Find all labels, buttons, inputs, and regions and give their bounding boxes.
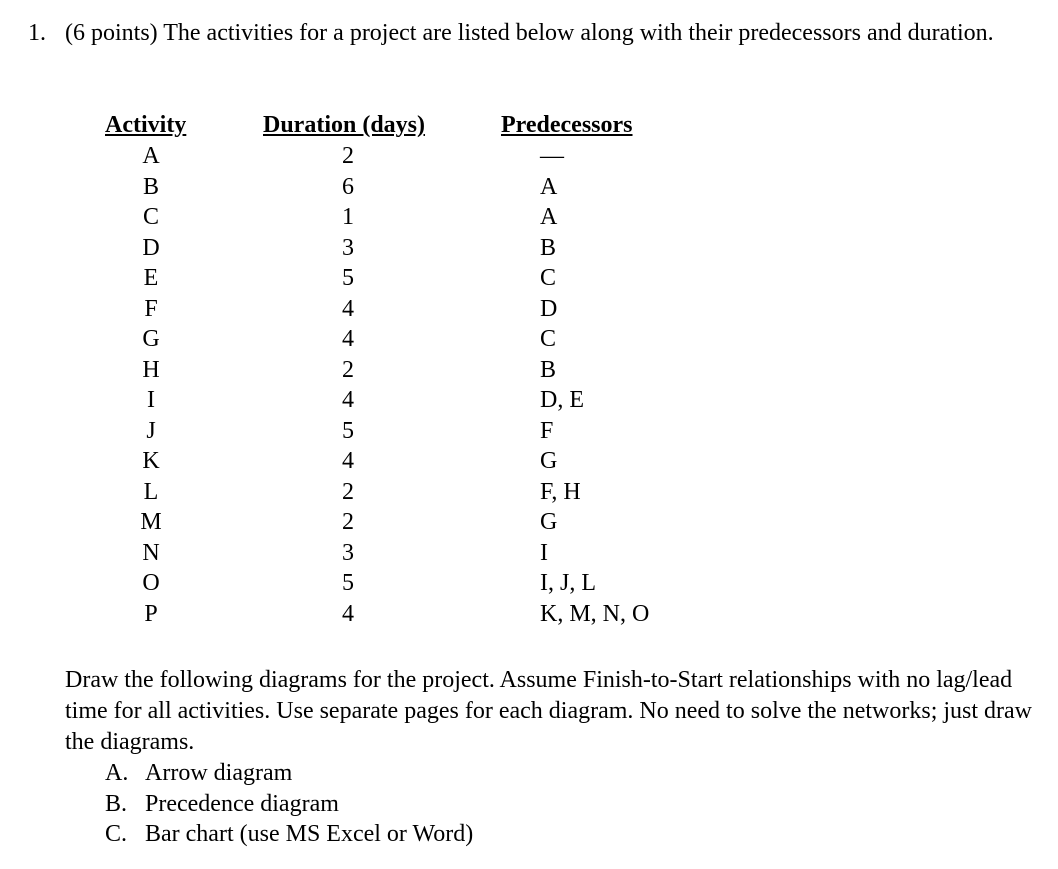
table-row [0,446,1058,477]
activity-cell: L [143,478,159,505]
table-row [0,294,1058,325]
predecessors-column-header: Predecessors [501,112,633,138]
predecessors-cell: I, J, L [540,570,596,596]
table-row [0,507,1058,538]
question-text: (6 points) The activities for a project are listed below along with their predecessors and duration. [65,20,994,46]
option-letter: C. [105,821,128,847]
predecessors-cell: F [540,417,554,444]
activity-cell: O [142,570,160,596]
duration-cell: 5 [342,417,354,444]
diagram-option [105,758,805,789]
activity-cell: K [142,448,160,474]
duration-cell: 3 [342,234,354,261]
table-row [0,385,1058,416]
table-row [0,538,1058,569]
predecessors-cell: C [540,265,557,291]
option-letter: B. [105,790,128,817]
table-row [0,172,1058,203]
activity-cell: P [144,600,158,627]
table-row [0,477,1058,508]
predecessors-cell: B [540,356,557,383]
activity-cell: C [142,204,159,230]
duration-cell: 4 [342,448,354,474]
table-row [0,599,1058,630]
predecessors-cell: B [540,234,557,261]
question-number: 1. [28,20,46,46]
predecessors-cell: D, E [540,387,584,413]
predecessors-cell: A [540,173,558,200]
option-text: Bar chart (use MS Excel or Word) [145,821,474,847]
duration-cell: 4 [342,387,354,413]
duration-cell: 4 [342,295,354,322]
instructions-text: Draw the following diagrams for the project. Assume Finish-to-Start relationships with no lag/lead time for all activities. Use separate pages for each diagram. No need to solve the networks; just draw the diagrams. [65,667,1033,755]
activity-cell: H [142,356,160,383]
activity-cell: N [142,539,160,566]
option-text: Precedence diagram [145,790,339,817]
activity-column-header: Activity [105,112,187,138]
table-row [0,202,1058,233]
duration-cell: 5 [342,265,354,291]
table-row [0,233,1058,264]
duration-cell: 2 [342,356,354,383]
diagram-option [105,789,805,820]
duration-cell: 5 [342,570,354,596]
duration-cell: 4 [342,326,354,352]
duration-cell: 2 [342,478,354,505]
diagram-options-list [105,758,805,850]
activity-cell: I [147,387,155,413]
activity-cell: B [142,173,159,200]
option-letter: A. [105,760,129,786]
predecessors-cell: G [540,448,558,474]
diagram-option [105,819,805,850]
predecessors-cell: — [540,143,564,169]
table-body [0,141,1058,629]
predecessors-cell: K, M, N, O [540,600,650,627]
duration-cell: 2 [342,143,354,169]
table-row [0,416,1058,447]
activity-cell: E [143,265,159,291]
table-row [0,355,1058,386]
duration-cell: 1 [342,204,354,230]
activity-cell: D [142,234,160,261]
duration-cell: 4 [342,600,354,627]
table-row [0,141,1058,172]
predecessors-cell: G [540,509,558,535]
predecessors-cell: C [540,326,557,352]
table-row [0,324,1058,355]
predecessors-cell: I [540,539,548,566]
table-row [0,568,1058,599]
activity-cell: G [142,326,160,352]
table-row [0,263,1058,294]
predecessors-cell: D [540,295,558,322]
option-text: Arrow diagram [145,760,293,786]
activity-cell: M [140,509,162,535]
predecessors-cell: F, H [540,478,581,505]
activity-cell: F [144,295,158,322]
duration-cell: 3 [342,539,354,566]
activity-cell: A [142,143,160,169]
duration-column-header: Duration (days) [263,112,426,138]
duration-cell: 6 [342,173,354,200]
predecessors-cell: A [540,204,558,230]
activity-cell: J [146,417,156,444]
duration-cell: 2 [342,509,354,535]
